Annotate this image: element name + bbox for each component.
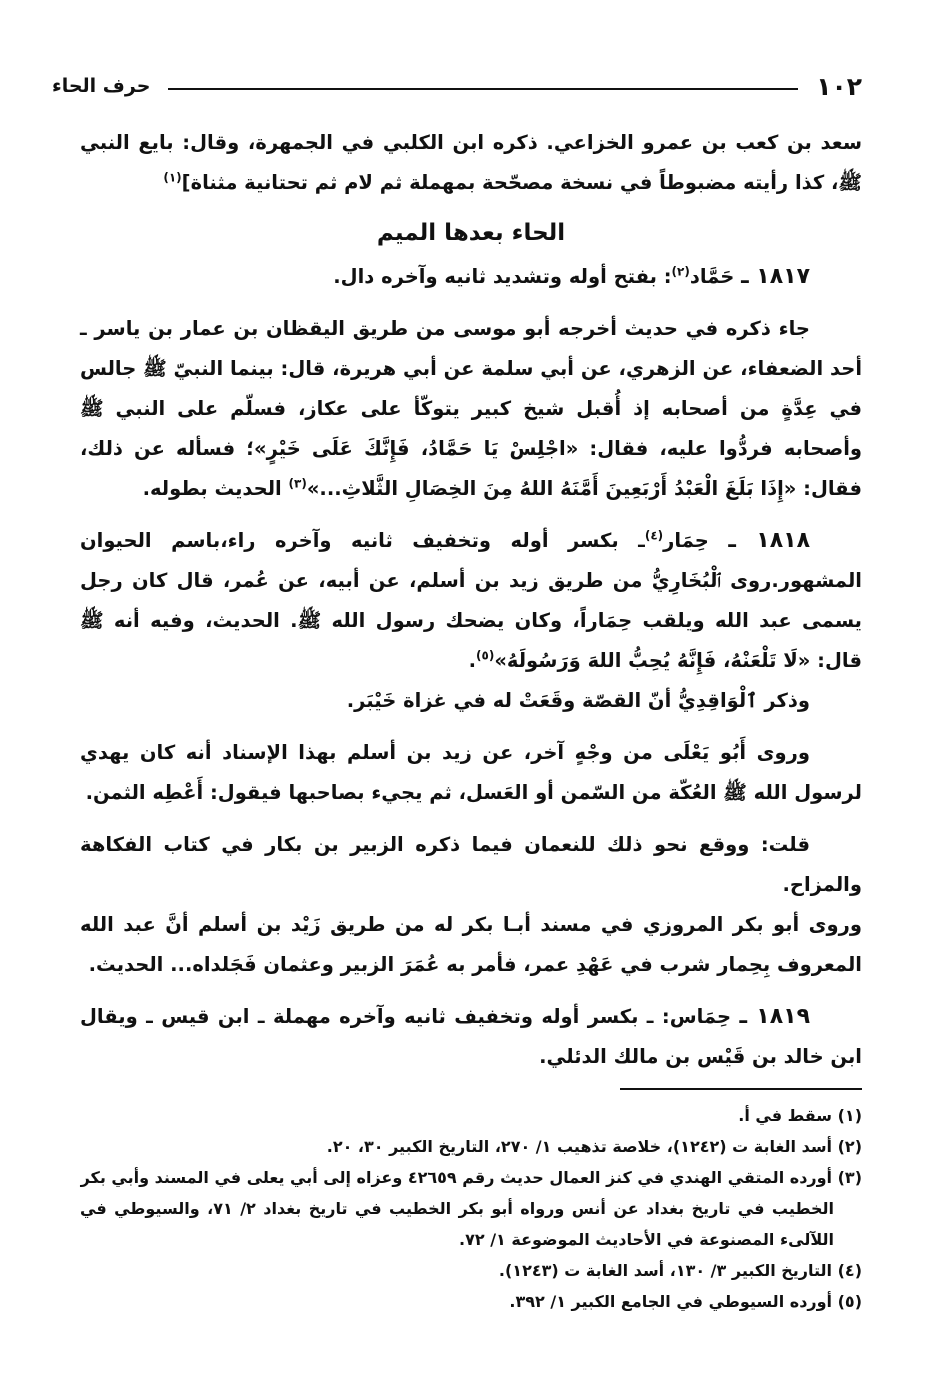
entry-1817: ١٨١٧ ـ حَمَّاد$^{(٢)}$: بفتح أوله وتشديد ثانيه وآخره دال. (333, 264, 810, 289)
entry-number: ١٨١٩ ـ (739, 1004, 810, 1029)
footnote-ref: (٥) (476, 648, 495, 663)
entry-number: ١٨١٨ ـ (728, 528, 810, 553)
footnote-ref: (٣) (288, 476, 307, 491)
paragraph-marwazi: وروى أبو بكر المروزي في مسند أبـا بكر له من طريق زَيْد بن أسلم أنَّ عبد الله المعروف بِحِمار شرب في عَهْدِ عمر، فأمر به عُمَرَ الزبير وعثمان فَجَلداه... الحديث. (80, 913, 862, 976)
footnote-3-continuation: الخطيب في تاريخ بغداد عن أنس ورواه أبو بكر الخطيب في تاريخ بغداد ٢/ ٧١، والسيوطي في اللآلىء المصنوعة في الأحاديث الموضوعة ١/ ٧٢. (80, 1199, 835, 1249)
paragraph-continuation: سعد بن كعب بن عمرو الخزاعي. ذكره ابن الكلبي في الجمهرة، وقال: بايع النبي ﷺ، كذا رأيته مضبوطاً في نسخة مصحّحة بمهملة ثم لام ثم تحتانية مثناة]$^{(١)}$ (80, 131, 862, 194)
section-heading: الحاء بعدها الميم (376, 220, 566, 246)
entry-1818: ١٨١٨ ـ حِمَار$^{(٤)}$ـ بكسر أوله وتخفيف ثانيه وآخره راء،باسم الحيوان المشهور.روى ٱلْبُخَارِيُّ من طريق زيد بن أسلم، عن أبيه، عن عُمر، قال كان رجل يسمى عبد الله ويلقب حِمَاراً، وكان يضحك رسول الله ﷺ. الحديث، وفيه أنه ﷺ قال: «لَا تَلْعَنْهُ، فَإِنَّهُ يُحِبُّ اللهَ وَرَسُولَهُ»$^{(٥)}$. (80, 528, 862, 672)
entry-1819: ١٨١٩ ـ حِمَاس: ـ بكسر أوله وتخفيف ثانيه وآخره مهملة ـ ابن قيس ـ ويقال ابن خالد بن قَيْس بن مالك الدئلي. (80, 1004, 862, 1068)
header-rule (168, 88, 798, 90)
entry-number: ١٨١٧ ـ (741, 264, 810, 289)
footnote-ref: (٤) (644, 528, 664, 543)
page-number: ١٠٢ (816, 71, 862, 101)
footnotes (80, 1100, 862, 1317)
footnote-ref: (١) (163, 170, 182, 185)
paragraph-abu-yala: وروى أَبُو يَعْلَى من وجْهٍ آخر، عن زيد بن أسلم بهذا الإسناد أنه كان يهدي لرسول الله ﷺ العُكّة من السّمن أو العَسل، ثم يجيء بصاحبها فيقول: أَعْطِه الثمن. (80, 741, 862, 804)
entry-name: حِمَار (663, 529, 709, 552)
main-text (80, 123, 862, 1077)
footnote-separator (620, 1088, 862, 1090)
running-header (52, 66, 862, 106)
footnote-2: (٢) أسد الغابة ت (١٢٤٢)، خلاصة تذهيب ١/ ٢٧٠، التاريخ الكبير ٣٠، ٢٠. (326, 1137, 862, 1156)
entry-name: حَمَّاد (689, 265, 735, 288)
paragraph-1817-hadith: جاء ذكره في حديث أخرجه أبو موسى من طريق اليقظان بن عمار بن ياسر ـ أحد الضعفاء، عن الزهري، عن أبي سلمة عن أبي هريرة، قال: بينما النبيّ ﷺ جالس في عِدَّةٍ من أصحابه إذ أُقبل شيخ كبير يتوكّأ على عكاز، فسلّم على النبي ﷺ وأصحابه فردُّوا عليه، فقال: «اجْلِسْ يَا حَمَّادُ، فَإِنَّكَ عَلَى خَيْرٍ»؛ فسأله عن ذلك، فقال: «إِذَا بَلَغَ الْعَبْدُ أَرْبَعِينَ أَمَّنَهُ اللهُ مِنَ الخِصَالِ الثَّلاثِ...»$^{(٣)}$ الحديث بطوله. (80, 317, 862, 500)
footnote-ref: (٢) (671, 264, 690, 279)
footnote-4: (٤) التاريخ الكبير ٣/ ١٣٠، أسد الغابة ت (١٢٤٣). (498, 1261, 862, 1280)
paragraph-qultu: قلت: ووقع نحو ذلك للنعمان فيما ذكره الزبير بن بكار في كتاب الفكاهة والمزاح. (80, 833, 862, 896)
running-title: حرف الحاء (52, 75, 151, 97)
footnote-5: (٥) أورده السيوطي في الجامع الكبير ١/ ٣٩٢. (509, 1292, 862, 1311)
footnote-3: (٣) أورده المتقي الهندي في كنز العمال حديث رقم ٤٢٦٥٩ وعزاه إلى أبي يعلى في المسند وأبي بكر (80, 1168, 862, 1187)
paragraph-waqidi: وذكر ٱلْوَاقِدِيُّ أنّ القصّة وقَعَتْ له في غزاة خَيْبَر. (346, 689, 810, 712)
footnote-1: (١) سقط في أ. (738, 1106, 862, 1125)
entry-name: حِمَاس (669, 1005, 732, 1028)
